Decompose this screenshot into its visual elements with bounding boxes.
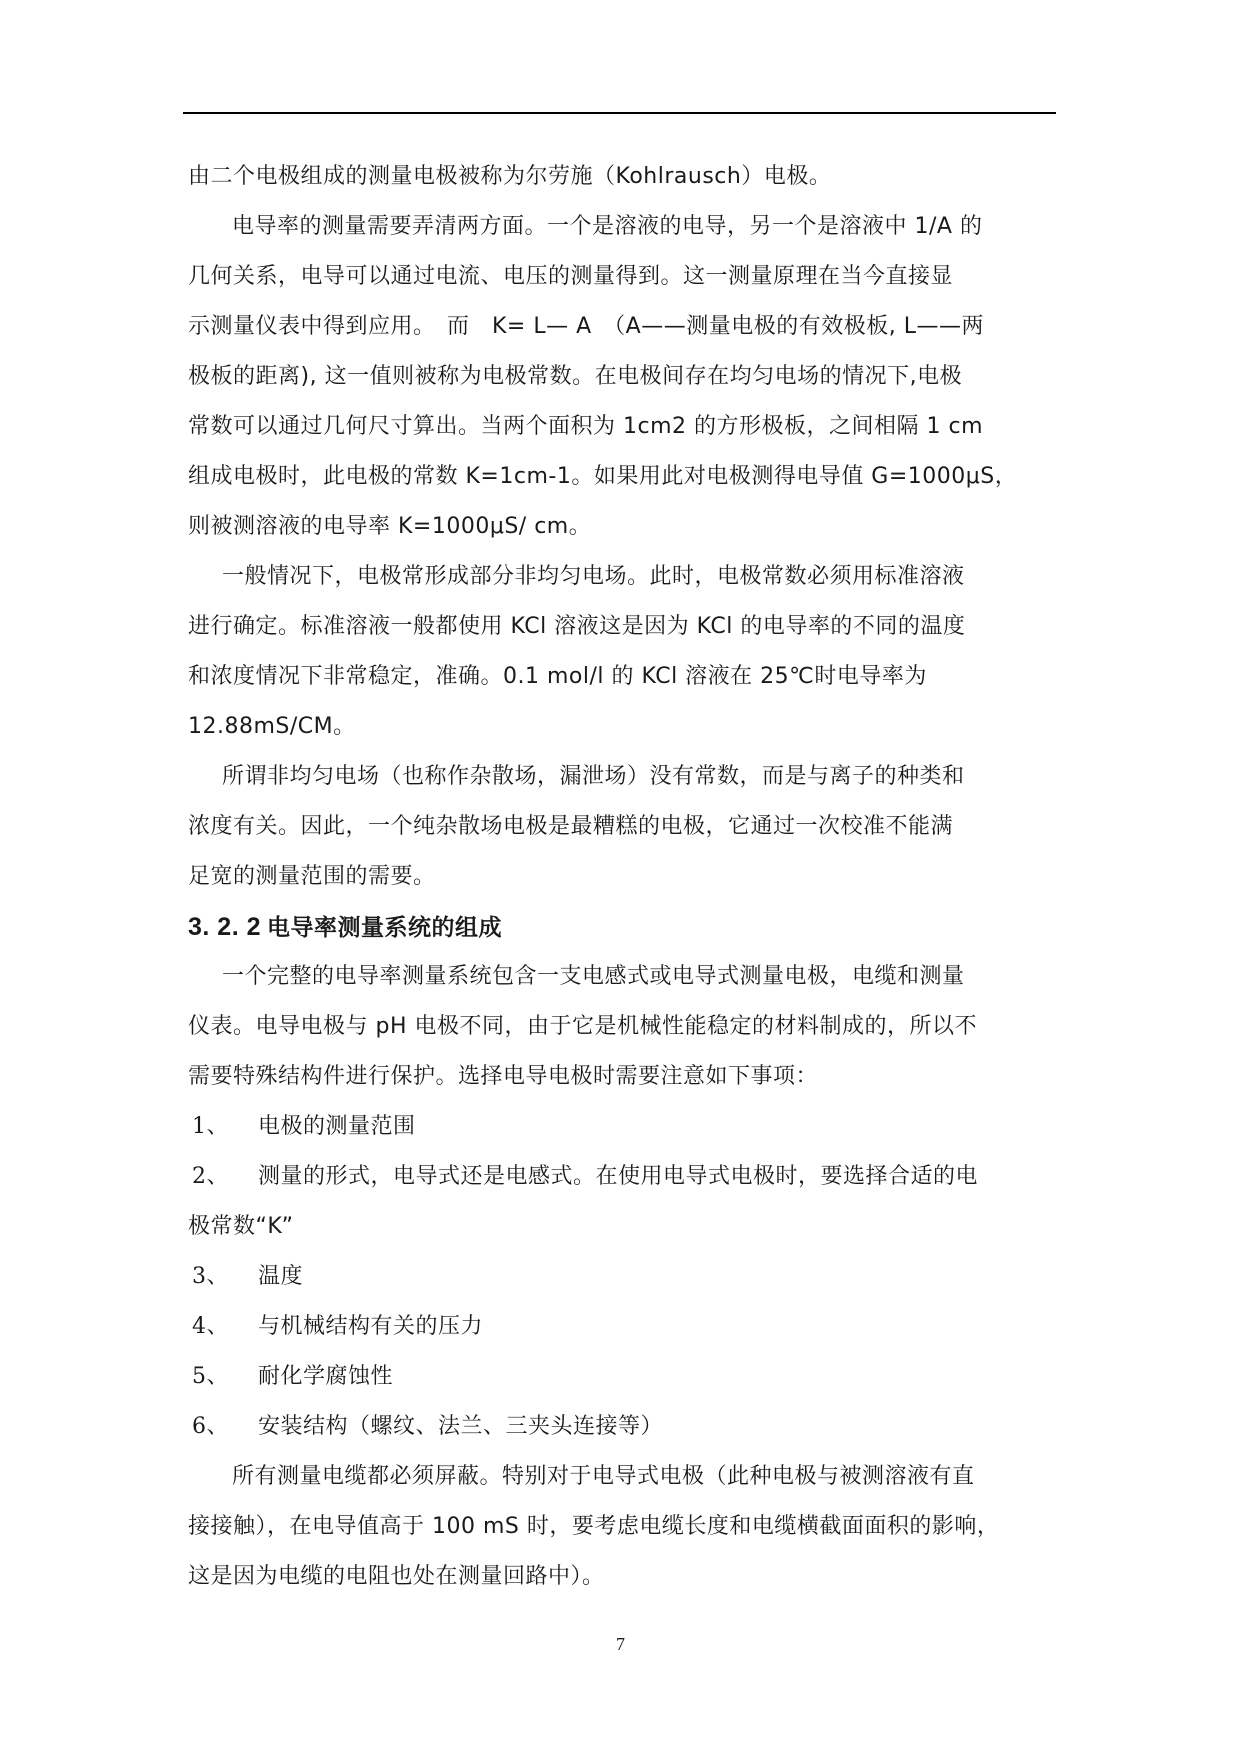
list-item-number: 6、 bbox=[192, 1414, 229, 1439]
text-line: 接接触），在电导值高于 100 mS 时，要考虑电缆长度和电缆横截面面积的影响， bbox=[188, 1514, 1000, 1539]
text-line: 极板的距离), 这一值则被称为电极常数。在电极间存在均匀电场的情况下,电极 bbox=[188, 364, 963, 389]
list-item-text: 耐化学腐蚀性 bbox=[258, 1364, 394, 1389]
text-line: 常数可以通过几何尺寸算出。当两个面积为 1cm2 的方形极板，之间相隔 1 cm bbox=[188, 414, 984, 439]
text-line: 一般情况下，电极常形成部分非均匀电场。此时，电极常数必须用标准溶液 bbox=[222, 564, 965, 589]
text-line: 组成电极时，此电极的常数 K=1cm-1。如果用此对电极测得电导值 G=1000μS， bbox=[188, 464, 1018, 489]
paragraph-stray-field bbox=[188, 752, 1050, 902]
text-line: 12.88mS/CM。 bbox=[188, 714, 356, 739]
selection-criteria-list bbox=[188, 1102, 1050, 1452]
list-item-text: 温度 bbox=[258, 1264, 304, 1289]
list-item-number: 3、 bbox=[192, 1264, 229, 1289]
text-line: 这是因为电缆的电阻也处在测量回路中）。 bbox=[188, 1564, 605, 1589]
paragraph-kcl-standard bbox=[188, 552, 1050, 752]
text-line: 一个完整的电导率测量系统包含一支电感式或电导式测量电极，电缆和测量 bbox=[222, 964, 965, 989]
section-heading bbox=[188, 902, 1050, 952]
list-item bbox=[188, 1102, 1050, 1152]
text-line: 进行确定。标准溶液一般都使用 KCl 溶液这是因为 KCl 的电导率的不同的温度 bbox=[188, 614, 966, 639]
text-line: 仪表。电导电极与 pH 电极不同，由于它是机械性能稳定的材料制成的，所以不 bbox=[188, 1014, 977, 1039]
list-item-number: 1、 bbox=[192, 1114, 229, 1139]
header-rule bbox=[183, 112, 1056, 114]
paragraph-cell-constant bbox=[188, 202, 1050, 552]
list-item bbox=[188, 1302, 1050, 1352]
list-item-text: 极常数“K” bbox=[188, 1214, 294, 1239]
list-item-number: 5、 bbox=[192, 1364, 229, 1389]
list-item bbox=[188, 1252, 1050, 1302]
list-item-text: 电极的测量范围 bbox=[258, 1114, 416, 1139]
text-line: 需要特殊结构件进行保护。选择电导电极时需要注意如下事项： bbox=[188, 1064, 819, 1089]
text-line: 和浓度情况下非常稳定，准确。0.1 mol/l 的 KCl 溶液在 25℃时电导率为 bbox=[188, 664, 927, 689]
text-line: 示测量仪表中得到应用。 而 K= L— A （A——测量电极的有效极板, L——两 bbox=[188, 314, 984, 339]
text-line: 足宽的测量范围的需要。 bbox=[188, 864, 436, 889]
text-line: 由二个电极组成的测量电极被称为尔劳施（Kohlrausch）电极。 bbox=[188, 164, 832, 189]
page-body bbox=[188, 152, 1050, 1602]
list-item-number: 4、 bbox=[192, 1314, 229, 1339]
text-line: 浓度有关。因此，一个纯杂散场电极是最糟糕的电极，它通过一次校准不能满 bbox=[188, 814, 954, 839]
section-number: 3. 2. 2 bbox=[188, 913, 261, 941]
text-line: 则被测溶液的电导率 K=1000μS/ cm。 bbox=[188, 514, 592, 539]
paragraph-cable-shielding bbox=[188, 1452, 1050, 1602]
text-line: 电导率的测量需要弄清两方面。一个是溶液的电导，另一个是溶液中 1/A 的 bbox=[232, 214, 983, 239]
list-item-text: 测量的形式，电导式还是电感式。在使用电导式电极时，要选择合适的电 bbox=[258, 1164, 979, 1189]
section-title: 电导率测量系统的组成 bbox=[267, 915, 502, 941]
paragraph-kohlrausch bbox=[188, 152, 1050, 202]
list-item bbox=[188, 1152, 1050, 1252]
list-item-number: 2、 bbox=[192, 1164, 229, 1189]
list-item-text: 与机械结构有关的压力 bbox=[258, 1314, 484, 1339]
paragraph-system-intro bbox=[188, 952, 1050, 1102]
text-line: 几何关系，电导可以通过电流、电压的测量得到。这一测量原理在当今直接显 bbox=[188, 264, 954, 289]
list-item-text: 安装结构（螺纹、法兰、三夹头连接等） bbox=[258, 1414, 664, 1439]
list-item bbox=[188, 1402, 1050, 1452]
text-line: 所谓非均匀电场（也称作杂散场，漏泄场）没有常数，而是与离子的种类和 bbox=[222, 764, 965, 789]
page-number: 7 bbox=[616, 1634, 625, 1654]
text-line: 所有测量电缆都必须屏蔽。特别对于电导式电极（此种电极与被测溶液有直 bbox=[232, 1464, 975, 1489]
list-item bbox=[188, 1352, 1050, 1402]
